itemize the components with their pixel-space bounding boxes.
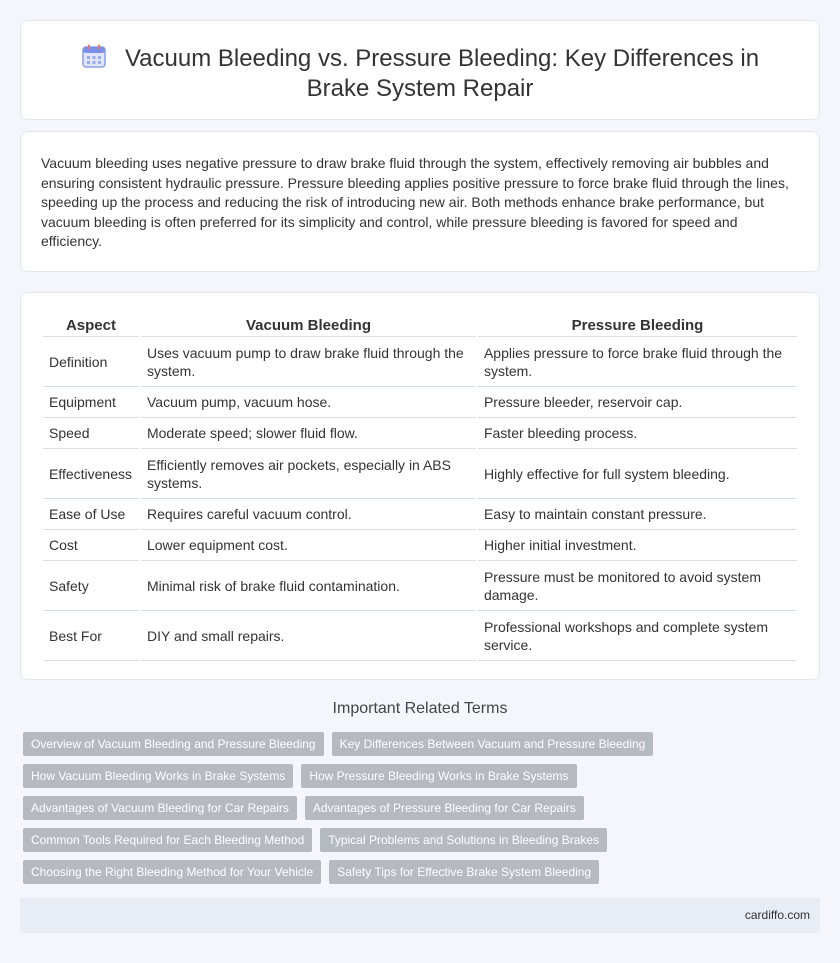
table-row [43, 387, 797, 418]
related-terms-list [23, 732, 663, 884]
table-row [43, 530, 797, 561]
related-term-link[interactable]: Choosing the Right Bleeding Method for Your Vehicle [23, 860, 321, 884]
pressure-cell: Pressure must be monitored to avoid system damage. [478, 561, 797, 611]
related-term-link[interactable]: Safety Tips for Effective Brake System Bleeding [329, 860, 599, 884]
comparison-table-card [20, 292, 820, 680]
pressure-cell: Highly effective for full system bleeding. [478, 449, 797, 499]
column-header: Aspect [43, 311, 139, 337]
column-header: Vacuum Bleeding [141, 311, 476, 337]
aspect-cell: Ease of Use [43, 499, 139, 530]
related-term-link[interactable]: How Pressure Bleeding Works in Brake Systems [301, 764, 576, 788]
aspect-cell: Equipment [43, 387, 139, 418]
table-row [43, 561, 797, 611]
comparison-table [41, 311, 799, 661]
pressure-cell: Easy to maintain constant pressure. [478, 499, 797, 530]
related-term-link[interactable]: Advantages of Vacuum Bleeding for Car Repairs [23, 796, 297, 820]
aspect-cell: Best For [43, 611, 139, 661]
table-row [43, 337, 797, 387]
table-row [43, 499, 797, 530]
page-title: Vacuum Bleeding vs. Pressure Bleeding: Key Differences in Brake System Repair [124, 45, 760, 102]
table-row [43, 449, 797, 499]
vacuum-cell: Efficiently removes air pockets, especially in ABS systems. [141, 449, 476, 499]
table-row [43, 611, 797, 661]
vacuum-cell: Requires careful vacuum control. [141, 499, 476, 530]
vacuum-cell: DIY and small repairs. [141, 611, 476, 661]
intro-paragraph: Vacuum bleeding uses negative pressure to draw brake fluid through the system, effectively removing air bubbles and ensuring consistent hydraulic pressure. Pressure bleeding applies positive pressure to force brake fluid through the lines, speeding up the process and reducing the risk of introducing new air. Both methods enhance brake performance, but vacuum bleeding is often preferred for its simplicity and control, while pressure bleeding is favored for speed and efficiency. [41, 155, 789, 250]
header-card [20, 20, 820, 120]
pressure-cell: Pressure bleeder, reservoir cap. [478, 387, 797, 418]
pressure-cell: Higher initial investment. [478, 530, 797, 561]
vacuum-cell: Uses vacuum pump to draw brake fluid through the system. [141, 337, 476, 387]
pressure-cell: Applies pressure to force brake fluid through the system. [478, 337, 797, 387]
footer-site-name[interactable]: cardiffo.com [744, 908, 810, 922]
vacuum-cell: Vacuum pump, vacuum hose. [141, 387, 476, 418]
related-term-link[interactable]: Overview of Vacuum Bleeding and Pressure Bleeding [23, 732, 324, 756]
related-term-link[interactable]: Typical Problems and Solutions in Bleeding Brakes [320, 828, 607, 852]
page-title-wrap [21, 43, 819, 104]
intro-card [20, 131, 820, 272]
calendar-icon [81, 43, 107, 69]
vacuum-cell: Lower equipment cost. [141, 530, 476, 561]
related-term-link[interactable]: How Vacuum Bleeding Works in Brake Systems [23, 764, 293, 788]
vacuum-cell: Moderate speed; slower fluid flow. [141, 418, 476, 449]
footer-bar [20, 898, 820, 933]
aspect-cell: Safety [43, 561, 139, 611]
column-header: Pressure Bleeding [478, 311, 797, 337]
table-header-row [43, 311, 797, 337]
related-terms-title: Important Related Terms [332, 700, 508, 717]
aspect-cell: Definition [43, 337, 139, 387]
aspect-cell: Effectiveness [43, 449, 139, 499]
table-row [43, 418, 797, 449]
related-term-link[interactable]: Common Tools Required for Each Bleeding Method [23, 828, 312, 852]
vacuum-cell: Minimal risk of brake fluid contamination. [141, 561, 476, 611]
pressure-cell: Faster bleeding process. [478, 418, 797, 449]
related-term-link[interactable]: Key Differences Between Vacuum and Pressure Bleeding [332, 732, 654, 756]
aspect-cell: Speed [43, 418, 139, 449]
related-term-link[interactable]: Advantages of Pressure Bleeding for Car Repairs [305, 796, 584, 820]
pressure-cell: Professional workshops and complete system service. [478, 611, 797, 661]
aspect-cell: Cost [43, 530, 139, 561]
